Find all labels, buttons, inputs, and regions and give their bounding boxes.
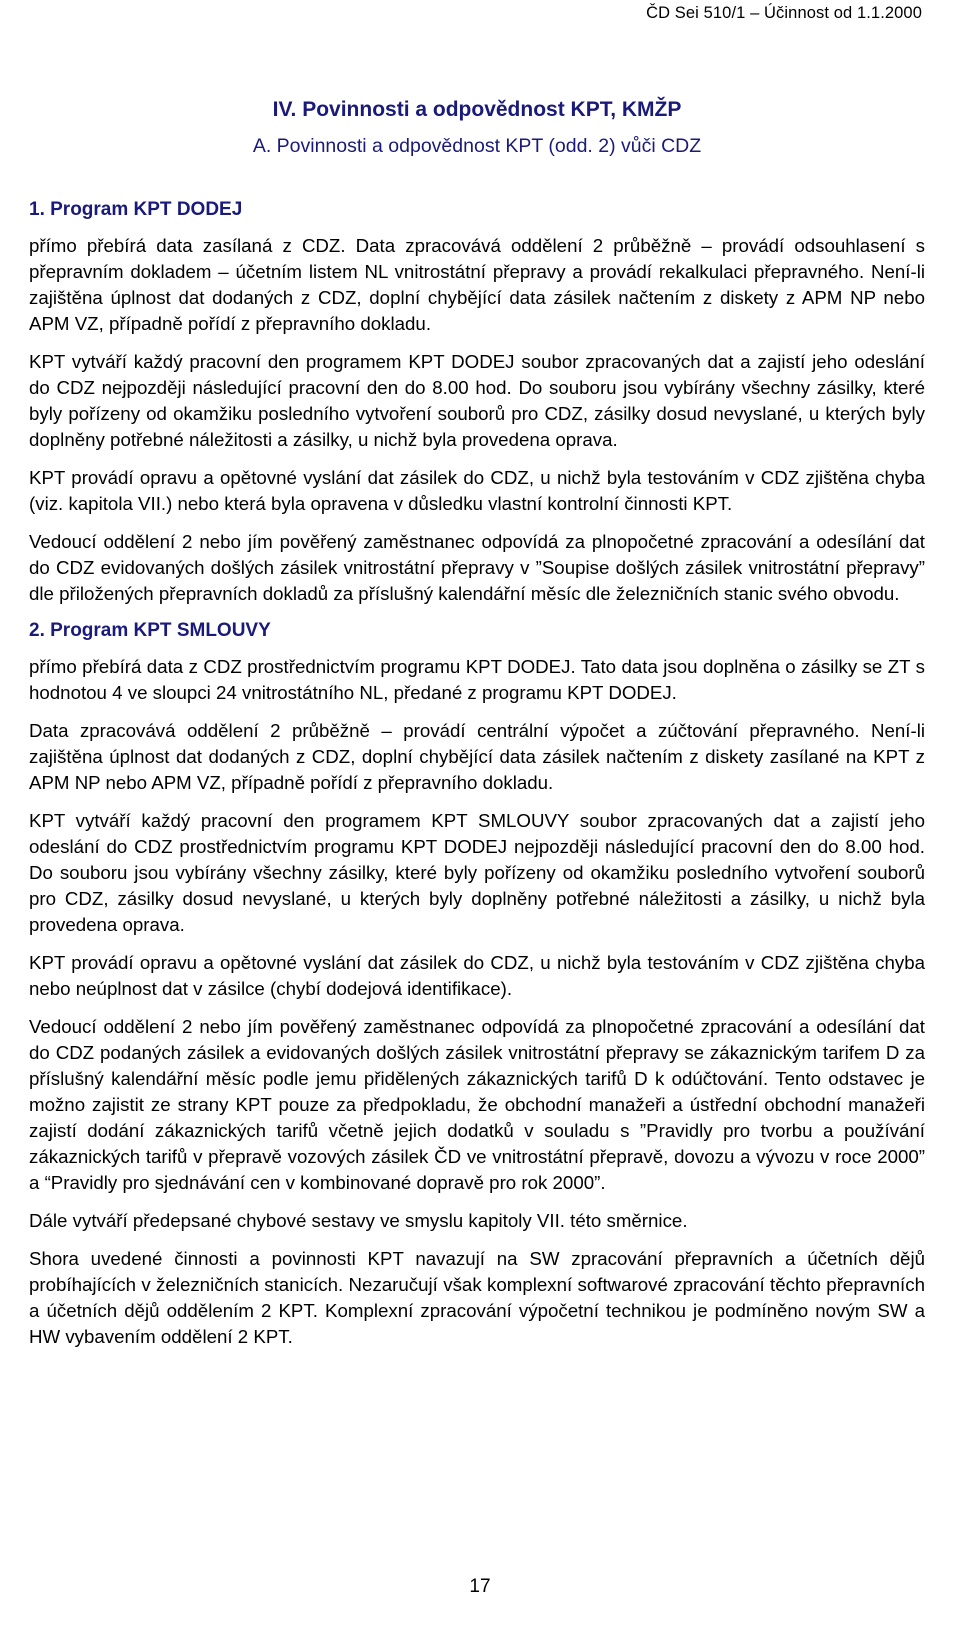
document-body [29,98,925,1362]
paragraph: KPT vytváří každý pracovní den programem KPT DODEJ soubor zpracovaných dat a zajistí jeho odeslání do CDZ nejpozději následující pracovní den do 8.00 hod. Do souboru jsou vybírány všechny zásilky, které byly pořízeny od okamžiku posledního vytvoření souborů pro CDZ, zásilky dosud nevyslané, u kterých byly doplněny potřebné náležitosti a zásilky, u nichž byla provedena oprava. [29,351,925,450]
paragraph: přímo přebírá data z CDZ prostřednictvím programu KPT DODEJ. Tato data jsou doplněna o zásilky se ZT s hodnotou 4 ve sloupci 24 vnitrostátního NL, předané z programu KPT DODEJ. [29,656,925,703]
paragraph: Data zpracovává oddělení 2 průběžně – provádí centrální výpočet a zúčtování přepravného. Není-li zajištěna úplnost dat dodaných z CDZ, doplní chybějící data zásilek načtením z diskety zasílané na KPT z APM NP nebo APM VZ, případně pořídí z přepravního dokladu. [29,720,925,793]
paragraph: KPT provádí opravu a opětovné vyslání dat zásilek do CDZ, u nichž byla testováním v CDZ zjištěna chyba nebo neúplnost dat v zásilce (chybí dodejová identifikace). [29,952,925,999]
section-2 [29,619,925,1350]
paragraph: KPT vytváří každý pracovní den programem KPT SMLOUVY soubor zpracovaných dat a zajistí jeho odeslání do CDZ prostřednictvím programu KPT DODEJ nejpozději následující pracovní den do 8.00 hod. Do souboru jsou vybírány všechny zásilky, které byly pořízeny od okamžiku posledního vytvoření souborů pro CDZ, zásilky dosud nevyslané, u kterých byly doplněny potřebné náležitosti a zásilky, u nichž byla provedena oprava. [29,810,925,935]
paragraph: KPT provádí opravu a opětovné vyslání dat zásilek do CDZ, u nichž byla testováním v CDZ zjištěna chyba (viz. kapitola VII.) nebo která byla opravena v důsledku vlastní kontrolní činnosti KPT. [29,467,925,514]
paragraph: Dále vytváří předepsané chybové sestavy ve smyslu kapitoly VII. této směrnice. [29,1210,688,1231]
paragraph: Shora uvedené činnosti a povinnosti KPT navazují na SW zpracování přepravních a účetních dějů probíhajících v železničních stanicích. Nezaručují však komplexní softwarové zpracování těchto přepravních a účetních dějů oddělením 2 KPT. Komplexní zpracování výpočetní technikou je podmíněno novým SW a HW vybavením oddělení 2 KPT. [29,1248,925,1347]
section-1 [29,198,925,607]
section-heading: 1. Program KPT DODEJ [29,199,243,220]
paragraph: Vedoucí oddělení 2 nebo jím pověřený zaměstnanec odpovídá za plnopočetné zpracování a odesílání dat do CDZ evidovaných došlých zásilek vnitrostátní přepravy v ”Soupise došlých zásilek vnitrostátní přepravy” dle přiložených přepravních dokladů za příslušný kalendářní měsíc dle železničních stanic svého obvodu. [29,531,925,604]
section-heading: 2. Program KPT SMLOUVY [29,620,271,641]
paragraph: přímo přebírá data zasílaná z CDZ. Data zpracovává oddělení 2 průběžně – provádí odsouhlasení s přepravním dokladem – účetním listem NL vnitrostátní přepravy a provádí rekalkulaci přepravného. Není-li zajištěna úplnost dat dodaných z CDZ, doplní chybějící data zásilek načtením z diskety z APM NP nebo APM VZ, případně pořídí z přepravního dokladu. [29,235,925,334]
chapter-subtitle: A. Povinnosti a odpovědnost KPT (odd. 2) vůči CDZ [252,135,702,157]
chapter-title: IV. Povinnosti a odpovědnost KPT, KMŽP [272,98,682,121]
page-header: ČD Sei 510/1 – Účinnost od 1.1.2000 [646,4,922,22]
page-number: 17 [469,1576,491,1597]
paragraph: Vedoucí oddělení 2 nebo jím pověřený zaměstnanec odpovídá za plnopočetné zpracování a odesílání dat do CDZ podaných zásilek a evidovaných došlých zásilek vnitrostátní přepravy se zákaznickým tarifem D za příslušný kalendářní měsíc podle jemu přidělených zákaznických tarifů D k odúčtování. Tento odstavec je možno zajistit ze strany KPT pouze za předpokladu, že obchodní manažeři a ústřední obchodní manažeři zajistí dodání zákaznických tarifů včetně jejich dodatků v souladu s ”Pravidly pro tvorbu a používání zákaznických tarifů v přepravě vozových zásilek ČD ve vnitrostátní přepravě, dovozu a vývozu v roce 2000” a “Pravidly pro sjednávání cen v kombinované dopravě pro rok 2000”. [29,1016,925,1193]
